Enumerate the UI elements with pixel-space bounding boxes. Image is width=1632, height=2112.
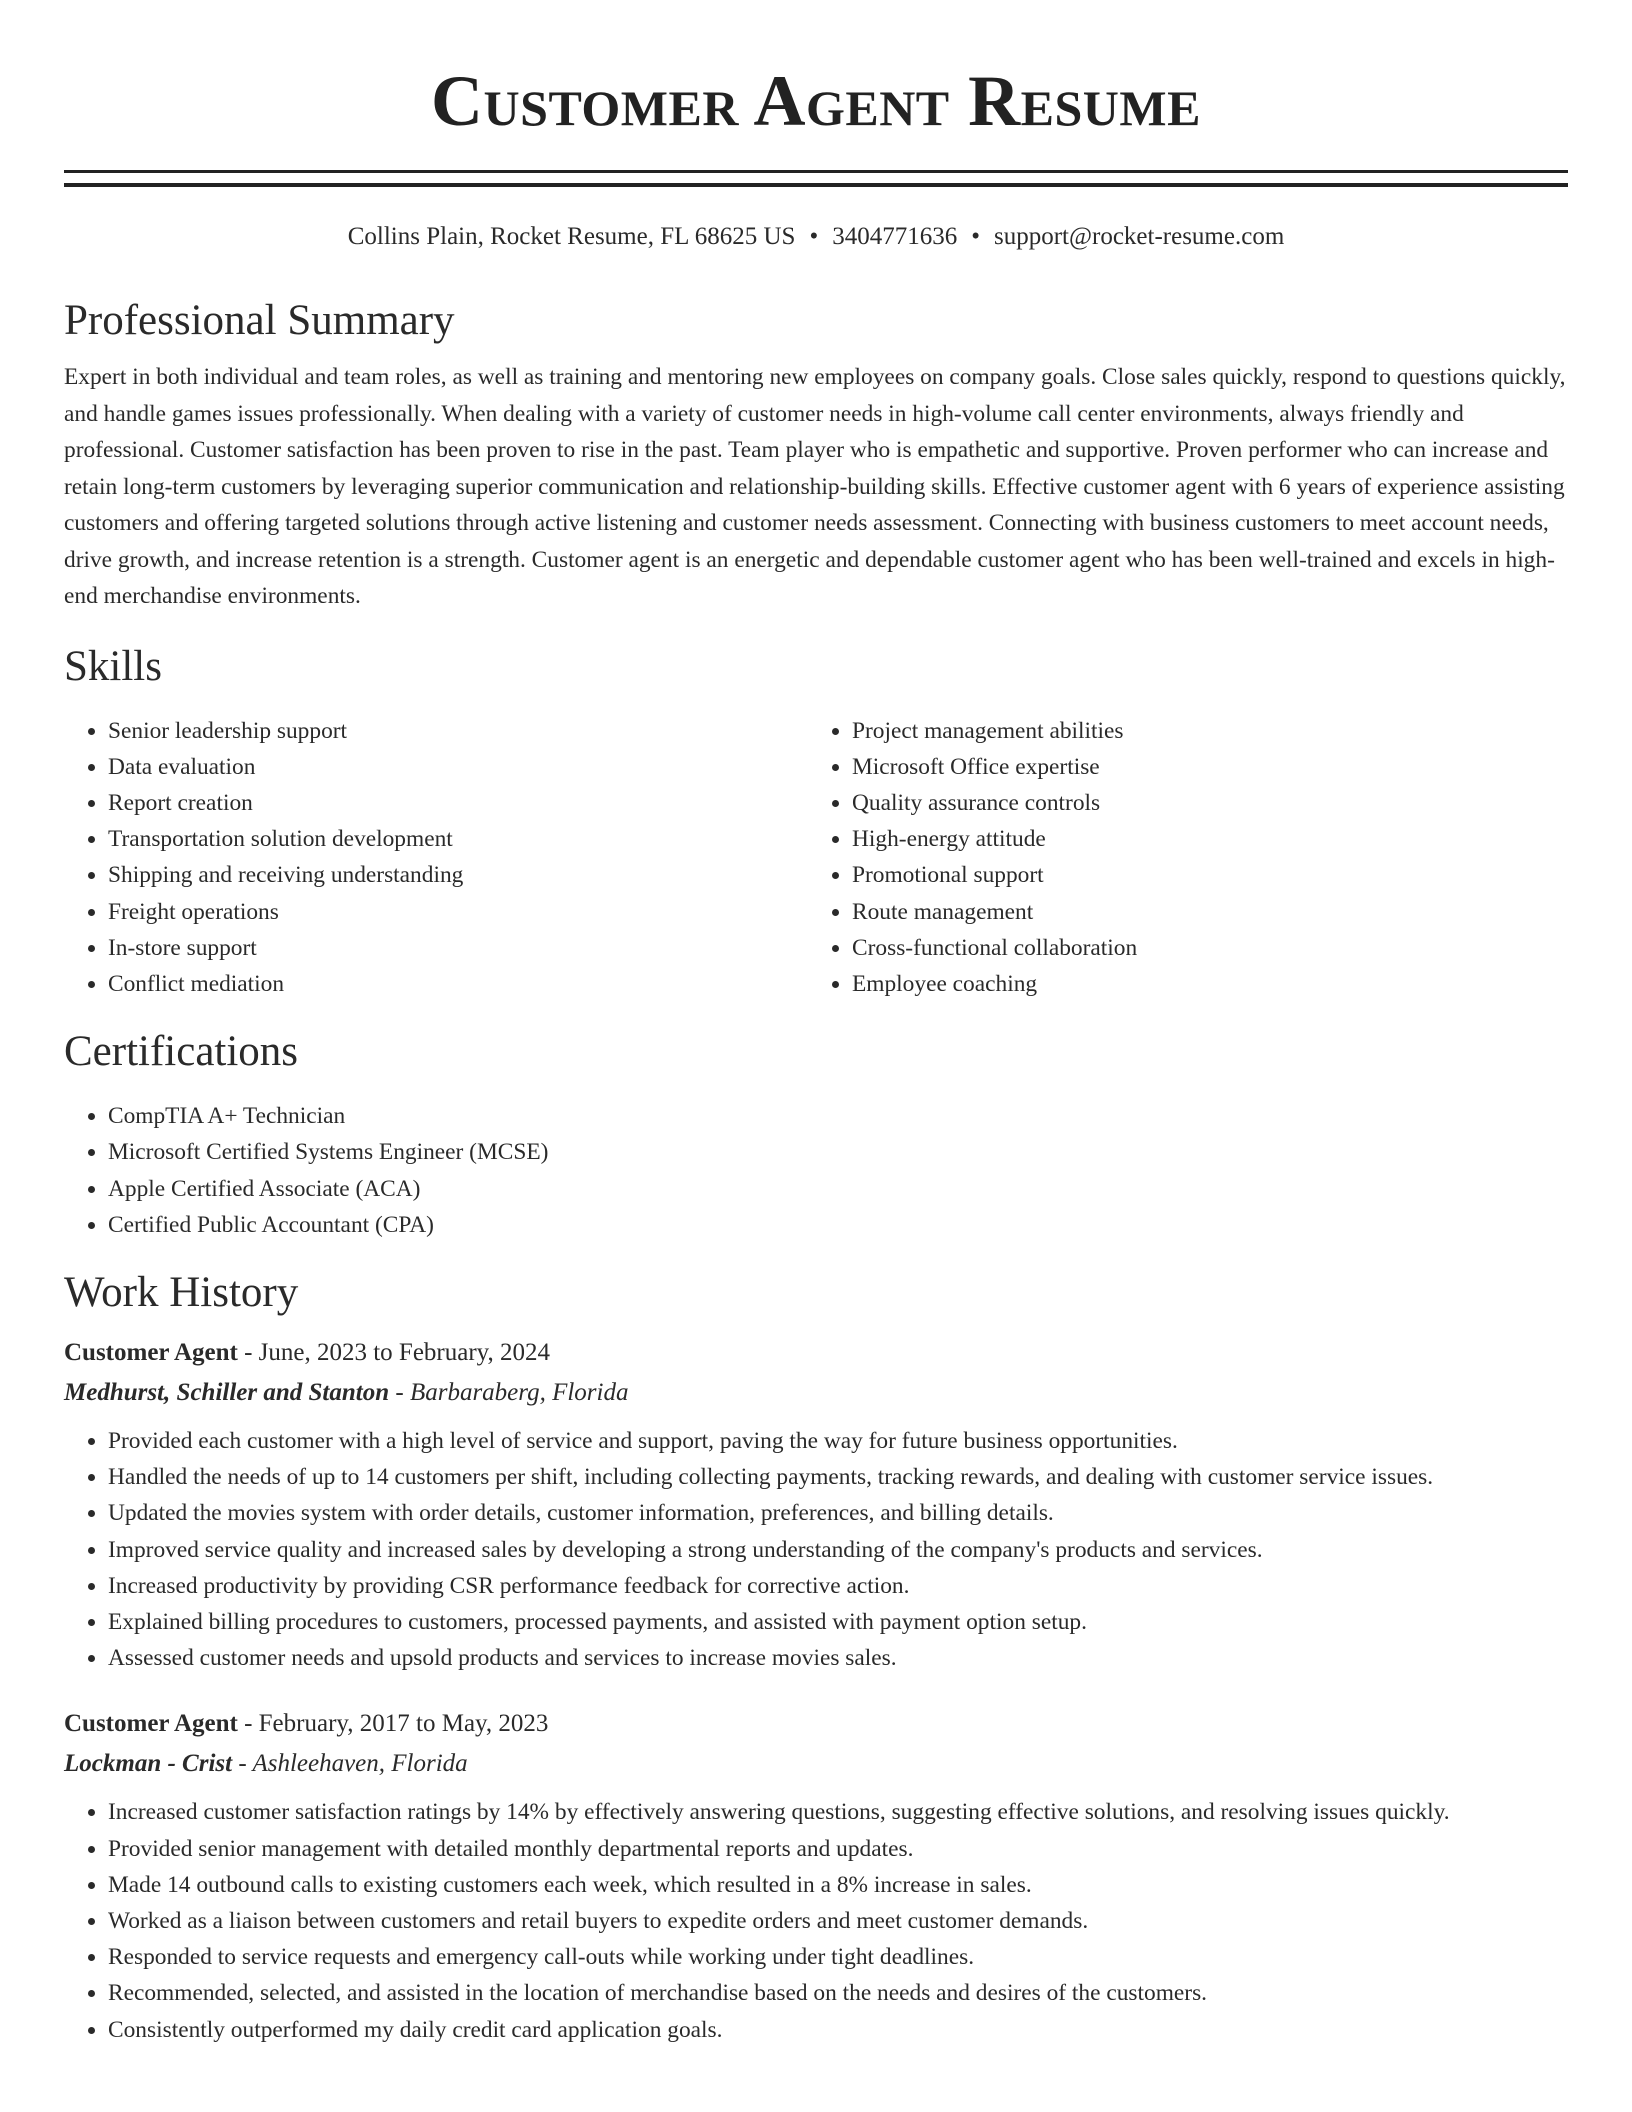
job-duty: • Consistently outperformed my daily credit card application goals.	[108, 2012, 1568, 2048]
contact-separator: •	[971, 223, 980, 250]
job-title-line	[64, 1333, 1568, 1373]
job-entry	[64, 1333, 1568, 1676]
certifications-heading: Certifications	[64, 1028, 299, 1076]
skill-item: • Senior leadership support	[108, 713, 808, 749]
certification-item: • Apple Certified Associate (ACA)	[108, 1171, 1568, 1207]
skill-item: • Microsoft Office expertise	[852, 749, 1552, 785]
skill-item: • Project management abilities	[852, 713, 1552, 749]
certification-item: • Microsoft Certified Systems Engineer (MCSE)	[108, 1134, 1568, 1170]
job-title: Customer Agent	[64, 1338, 238, 1366]
company-location: - Barbaraberg, Florida	[389, 1378, 629, 1406]
skill-item: • Data evaluation	[108, 749, 808, 785]
certifications-list	[64, 1098, 1568, 1243]
job-duty: • Provided each customer with a high level of service and support, paving the way for future business opportunities.	[108, 1423, 1568, 1459]
contact-phone: 3404771636	[832, 223, 958, 250]
job-dates: - June, 2023 to February, 2024	[237, 1338, 551, 1366]
skill-item: • Promotional support	[852, 857, 1552, 893]
job-duty: • Increased customer satisfaction ratings by 14% by effectively answering questions, suggesting effective solutions, and resolving issues quickly.	[108, 1794, 1568, 1830]
certification-item: • Certified Public Accountant (CPA)	[108, 1207, 1568, 1243]
summary-heading: Professional Summary	[64, 297, 455, 344]
skill-item: • High-energy attitude	[852, 821, 1552, 857]
company-location: - Ashleehaven, Florida	[232, 1750, 468, 1778]
skill-item: • Shipping and receiving understanding	[108, 857, 808, 893]
skill-item: • In-store support	[108, 930, 808, 966]
skill-item: • Route management	[852, 894, 1552, 930]
skill-item: • Transportation solution development	[108, 821, 808, 857]
job-entry	[64, 1704, 1568, 2047]
job-duties-list	[64, 1794, 1568, 2047]
skill-item: • Employee coaching	[852, 966, 1552, 1002]
job-duty: • Updated the movies system with order details, customer information, preferences, and billing details.	[108, 1495, 1568, 1531]
skills-column-right	[808, 713, 1552, 1003]
contact-address: Collins Plain, Rocket Resume, FL 68625 US	[347, 223, 796, 250]
skill-item: • Cross-functional collaboration	[852, 930, 1552, 966]
job-duty: • Assessed customer needs and upsold products and services to increase movies sales.	[108, 1640, 1568, 1676]
job-title: Customer Agent	[64, 1710, 238, 1738]
company-line	[64, 1744, 1568, 1784]
skill-item: • Report creation	[108, 785, 808, 821]
title-divider	[64, 170, 1568, 187]
skill-item: • Quality assurance controls	[852, 785, 1552, 821]
job-duty: • Recommended, selected, and assisted in the location of merchandise based on the needs and desires of the customers.	[108, 1975, 1568, 2011]
job-duty: • Handled the needs of up to 14 customers per shift, including collecting payments, tracking rewards, and dealing with customer service issues.	[108, 1459, 1568, 1495]
company-line	[64, 1373, 1568, 1413]
contact-email: support@rocket-resume.com	[993, 223, 1285, 250]
job-duty: • Responded to service requests and emergency call-outs while working under tight deadlines.	[108, 1939, 1568, 1975]
summary-text: Expert in both individual and team roles, as well as training and mentoring new employees on company goals. Close sales quickly, respond to questions quickly, and handle games issues professionally. When dealing with a variety of customer needs in high-volume call center environments, always friendly and professional. Customer satisfaction has been proven to rise in the past. Team player who is empathetic and supportive. Proven performer who can increase and retain long-term customers by leveraging superior communication and relationship-building skills. Effective customer agent with 6 years of experience assisting customers and offering targeted solutions through active listening and customer needs assessment. Connecting with business customers to meet account needs, drive growth, and increase retention is a strength. Customer agent is an energetic and dependable customer agent who has been well-trained and excels in high-end merchandise environments.	[64, 364, 1566, 609]
job-duties-list	[64, 1423, 1568, 1676]
company-name: Lockman - Crist	[64, 1750, 233, 1778]
contact-line	[64, 221, 1568, 253]
job-duty: • Provided senior management with detailed monthly departmental reports and updates.	[108, 1831, 1568, 1867]
job-title-line	[64, 1704, 1568, 1744]
job-duty: • Improved service quality and increased sales by developing a strong understanding of the company's products and services.	[108, 1532, 1568, 1568]
job-duty: • Worked as a liaison between customers and retail buyers to expedite orders and meet customer demands.	[108, 1903, 1568, 1939]
work-history-heading: Work History	[64, 1268, 299, 1316]
resume-title: Customer Agent Resume	[431, 61, 1201, 141]
skills-grid	[64, 713, 1568, 1003]
skills-heading: Skills	[64, 642, 162, 690]
job-duty: • Made 14 outbound calls to existing customers each week, which resulted in a 8% increase in sales.	[108, 1867, 1568, 1903]
company-name: Medhurst, Schiller and Stanton	[64, 1378, 390, 1406]
skill-item: • Conflict mediation	[108, 966, 808, 1002]
job-duty: • Increased productivity by providing CSR performance feedback for corrective action.	[108, 1568, 1568, 1604]
certification-item: • CompTIA A+ Technician	[108, 1098, 1568, 1134]
skills-column-left	[64, 713, 808, 1003]
job-duty: • Explained billing procedures to customers, processed payments, and assisted with payment option setup.	[108, 1604, 1568, 1640]
contact-separator: •	[809, 223, 819, 250]
skill-item: • Freight operations	[108, 894, 808, 930]
job-dates: - February, 2017 to May, 2023	[237, 1710, 549, 1738]
